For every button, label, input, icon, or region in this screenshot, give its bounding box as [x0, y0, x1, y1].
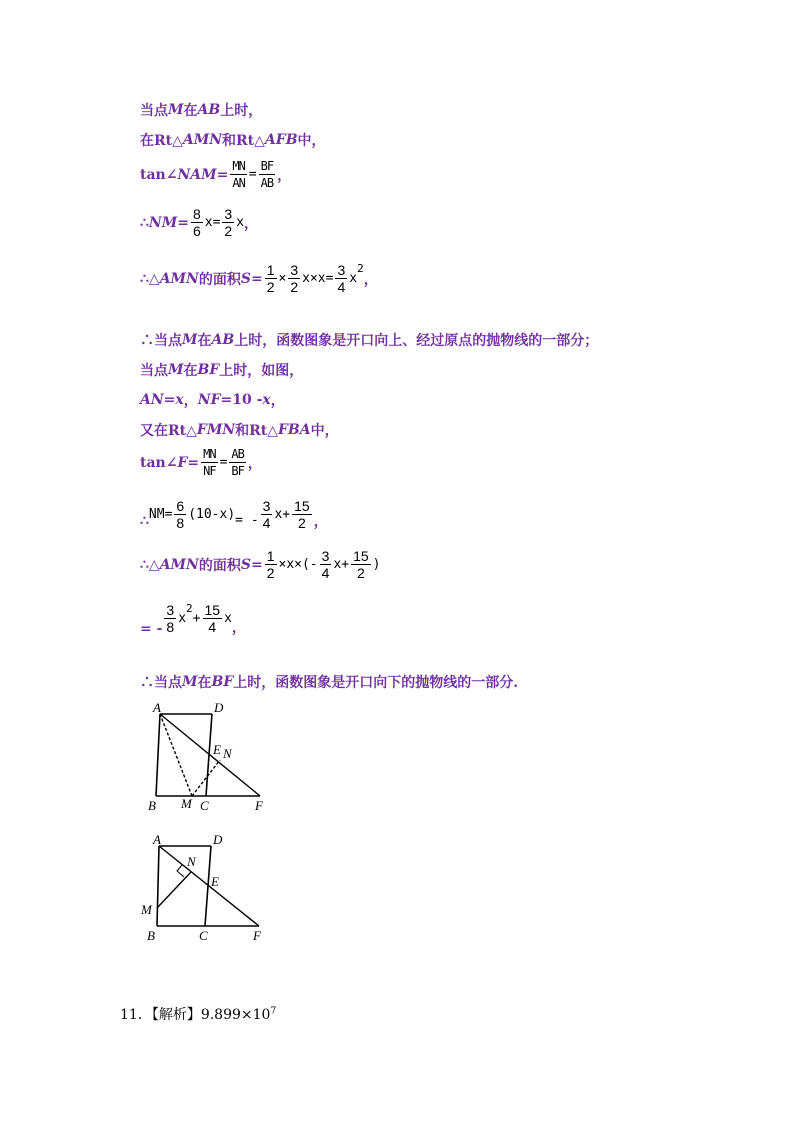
fraction — [351, 548, 371, 581]
fraction — [261, 498, 273, 531]
fraction — [203, 602, 223, 635]
fig1-label-A: A — [153, 700, 161, 715]
denominator: 4 — [321, 565, 330, 581]
numerator: 15 — [353, 548, 369, 564]
fig2-label-A: A — [153, 832, 161, 847]
fig2-label-E: E — [211, 874, 219, 889]
denominator: 2 — [266, 279, 275, 295]
numerator: BF — [260, 159, 274, 173]
denominator: 4 — [262, 515, 271, 531]
fig1-seg — [156, 714, 160, 796]
numerator: 8 — [192, 206, 201, 222]
line-6: ∴当点 M 在 AB 上时，函数图象是开口向上、经过原点的抛物线的一部分； — [140, 332, 599, 349]
line-14: ∴当点 M 在 BF 上时，函数图象是开口向下的抛物线的一部分. — [140, 674, 519, 691]
denominator: 4 — [208, 619, 217, 635]
fraction — [222, 206, 234, 239]
line-4: ∴ NM = $\frac{8}{6}$ x = $\frac{3}{2}$ x ， — [140, 206, 259, 239]
answer-value: 9.899×10 — [200, 1007, 271, 1023]
fraction — [229, 446, 245, 479]
figure-1 — [140, 698, 280, 818]
numerator: 15 — [294, 498, 310, 514]
denominator: AN — [232, 176, 245, 190]
denominator: 2 — [290, 279, 299, 295]
figure-2 — [135, 828, 275, 948]
answer-exponent: 7 — [270, 1006, 277, 1017]
numerator: 3 — [337, 262, 346, 278]
numerator: 3 — [224, 206, 233, 222]
question-number: 11． — [120, 1007, 152, 1023]
fig2-label-N: N — [187, 854, 196, 869]
line-13: = - $\frac{3}{8}$ x 2 + $\frac{15}{4}$ x ， — [140, 602, 246, 637]
fig2-label-F: F — [253, 928, 261, 943]
numerator: AB — [231, 447, 244, 461]
fraction — [292, 498, 312, 531]
denominator: 2 — [298, 515, 306, 531]
fraction — [174, 498, 186, 531]
fig2-label-B: B — [147, 928, 155, 943]
fig2-seg — [159, 846, 259, 926]
numerator: 3 — [290, 262, 299, 278]
numerator: MN — [203, 447, 216, 461]
fig2-label-D: D — [213, 832, 223, 847]
numerator: 1 — [266, 548, 275, 564]
denominator: 8 — [176, 515, 185, 531]
denominator: 4 — [337, 279, 346, 295]
fig1-label-C: C — [200, 798, 209, 813]
fig2-seg — [157, 872, 191, 908]
line-8: AN = x ， NF =10 - x ， — [140, 392, 285, 409]
answer-line — [120, 1004, 276, 1024]
fig2-seg — [157, 846, 159, 926]
fraction — [320, 548, 332, 581]
fig2-label-M: M — [141, 902, 152, 917]
numerator: 15 — [204, 602, 221, 618]
line-10: tan∠ F = $\frac{MN}{NF}$ = $\frac{AB}{BF}$ ， — [140, 447, 262, 478]
fig1-label-M: M — [181, 796, 192, 811]
fraction — [335, 262, 347, 295]
denominator: AB — [260, 176, 274, 190]
analysis-tag: 【解析】 — [151, 1007, 201, 1023]
fig2-label-C: C — [199, 928, 208, 943]
fraction — [259, 158, 275, 191]
fig1-label-N: N — [223, 746, 232, 761]
line-11: ∴ NM= $\frac{6}{8}$ (10-x) = - $\frac{3}{4}$ x+ $\frac{15}{2}$ ， — [140, 498, 328, 531]
fraction — [191, 206, 203, 239]
line-2: 在Rt△ AMN 和Rt△ AFB 中， — [140, 132, 326, 149]
line-12: ∴△ AMN 的面积 S = $\frac{1}{2}$ ×x×(- $\frac{3}{4}$ x+ $\frac{15}{2}$ ) — [140, 548, 381, 581]
fig1-seg — [160, 714, 260, 796]
denominator: BF — [231, 464, 244, 478]
denominator: 2 — [266, 565, 275, 581]
fig1-label-D: D — [214, 700, 224, 715]
fig1-label-B: B — [148, 798, 156, 813]
fraction — [288, 262, 300, 295]
denominator: 2 — [224, 223, 233, 239]
numerator: 3 — [321, 548, 330, 564]
line-5: ∴△ AMN 的面积 S = $\frac{1}{2}$ × $\frac{3}{2}$ x×x = $\frac{3}{4}$ x 2 ， — [140, 262, 378, 295]
numerator: 6 — [176, 498, 185, 514]
numerator: 1 — [266, 262, 275, 278]
line-3: tan∠ NAM = $\frac{MN}{AN}$ = $\frac{BF}{AB}$ ， — [140, 159, 292, 190]
fig1-label-E: E — [213, 742, 221, 757]
fraction — [201, 446, 217, 479]
numerator: 3 — [166, 602, 175, 618]
denominator: 6 — [192, 223, 201, 239]
fraction — [265, 262, 277, 295]
fig2-right-angle — [177, 865, 184, 877]
line-9: 又在Rt△ FMN 和Rt△ FBA 中， — [140, 422, 339, 439]
denominator: 8 — [166, 619, 175, 635]
line-7: 当点 M 在 BF 上时，如图， — [140, 362, 304, 379]
fraction — [164, 602, 176, 635]
numerator: MN — [232, 159, 245, 173]
line-1: 当点 M 在 AB 上时， — [140, 102, 263, 119]
denominator: 2 — [356, 565, 365, 581]
denominator: NF — [203, 464, 216, 478]
fraction — [230, 158, 246, 191]
fig1-label-F: F — [255, 798, 263, 813]
fraction — [265, 548, 277, 581]
numerator: 3 — [262, 498, 271, 514]
